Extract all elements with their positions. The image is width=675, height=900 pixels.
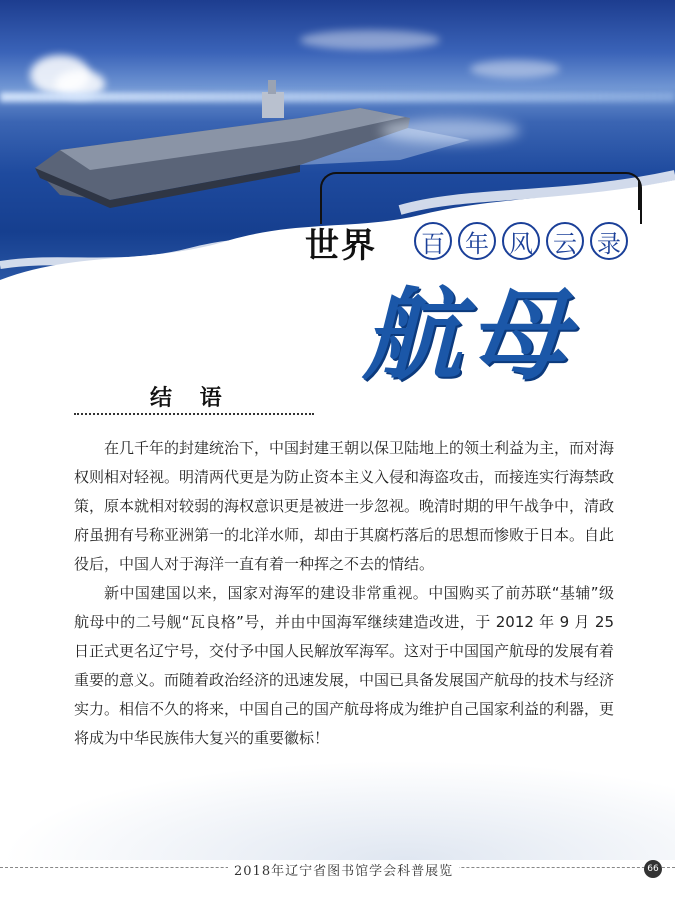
bottom-background <box>0 760 675 860</box>
circle-char: 云 <box>546 222 584 260</box>
circle-char: 风 <box>502 222 540 260</box>
circle-char: 录 <box>590 222 628 260</box>
paragraph: 在几千年的封建统治下，中国封建王朝以保卫陆地上的领土利益为主，而对海权则相对轻视。明清两代更是为防止资本主义入侵和海盗攻击，而接连实行海禁政策，原本就相对较弱的海权意识更是被进一步忽视。晚清时期的甲午战争中，清政府虽拥有号称亚洲第一的北洋水师，却由于其腐朽落后的思想而惨败于日本。自此役后，中国人对于海洋一直有着一种挥之不去的情结。 <box>74 439 615 573</box>
section-title: 结 语 <box>150 385 232 411</box>
paragraph: 新中国建国以来，国家对海军的建设非常重视。中国购买了前苏联“基辅”级航母中的二号舰“瓦良格”号，并由中国海军继续建造改进，于 2012 年 9 月 25 日正式更名辽宁号，交付予中国人民解放军海军。这对于中国国产航母的发展有着重要的意义。而随着政治经济的迅速发展，中国已具备发展国产航母的技术与经济实力。相信不久的将来，中国自己的国产航母将成为维护自己国家利益的利器，更将成为中华民族伟大复兴的重要徽标！ <box>74 584 615 747</box>
big-title: 航母 <box>362 276 574 394</box>
article-body <box>74 434 614 753</box>
page-number: 66 <box>644 860 662 878</box>
circle-char: 年 <box>458 222 496 260</box>
title-world: 世界 <box>305 226 377 266</box>
title-bracket <box>320 172 642 224</box>
circle-char: 百 <box>414 222 452 260</box>
footer-text: 2018年辽宁省图书馆学会科普展览 <box>228 860 459 879</box>
title-bracket-end <box>630 180 640 210</box>
dotted-divider <box>74 413 314 415</box>
